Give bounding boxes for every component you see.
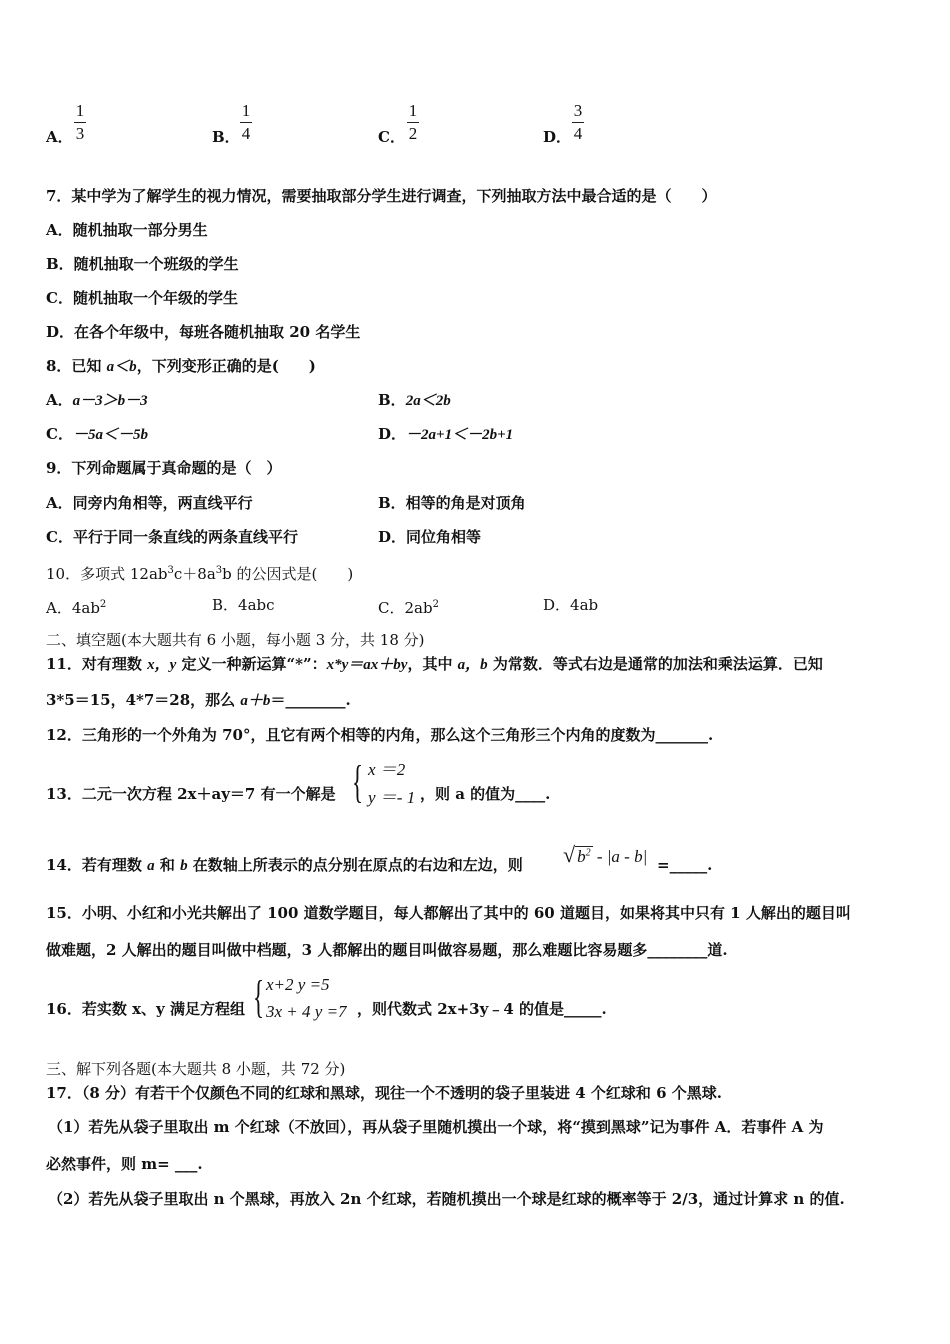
q13-pre: 13．二元一次方程 2x＋ay＝7 有一个解是 xyxy=(46,785,336,803)
q10-sup-2: 3 xyxy=(215,565,223,576)
q17-part2: （2）若先从袋子里取出 n 个黑球，再放入 2n 个红球，若随机摸出一个球是红球的概率等于 2/3，通过计算求 n 的值. xyxy=(48,1190,845,1208)
q14-stem xyxy=(46,856,523,875)
q15-line-1: 15．小明、小红和小光共解出了 100 道数学题目，每人都解出了其中的 60 道题目，如果将其中只有 1 人解出的题目叫 xyxy=(46,904,851,922)
radicand-exponent: 2 xyxy=(585,847,591,859)
q9-option-c: C．平行于同一条直线的两条直线平行 xyxy=(46,528,298,546)
q14-expression xyxy=(563,842,647,868)
q16-equation-2: 3x + 4 y =7 xyxy=(266,1002,347,1021)
q11-mid: 定义一种新运算“*”： xyxy=(176,655,327,673)
q15-line-2: 做难题，2 人解出的题目叫做中档题，3 人都解出的题目叫做容易题，那么难题比容易题多________道. xyxy=(46,941,728,959)
q11-ab: a，b xyxy=(457,657,488,673)
denominator: 2 xyxy=(408,124,418,143)
q13-equation-1: x ＝2 xyxy=(368,760,406,779)
q16-equation-1: x+2 y =5 xyxy=(266,975,330,994)
numerator: 1 xyxy=(75,101,85,120)
option-text: A．4ab xyxy=(46,599,100,617)
q7-option-d: D．在各个年级中，每班各随机抽取 20 名学生 xyxy=(46,323,361,341)
sqrt-radicand xyxy=(575,846,593,866)
q14-mid2: 在数轴上所表示的点分别在原点的右边和左边，则 xyxy=(187,856,523,874)
q14-b: b xyxy=(180,858,188,874)
option-label: B． xyxy=(378,391,406,409)
option-label: D． xyxy=(378,425,407,443)
option-label: A． xyxy=(46,128,73,146)
q11-line2-pre: 3*5＝15，4*7＝28，那么 xyxy=(46,691,241,709)
q11-line-1 xyxy=(46,655,823,674)
section-2-heading: 二、填空题(本大题共有 6 小题，每小题 3 分，共 18 分) xyxy=(46,631,425,649)
q8-stem-pre: 8．已知 xyxy=(46,357,107,375)
q9-option-d: D．同位角相等 xyxy=(378,528,482,546)
q11-line2-math: a＋b xyxy=(240,693,271,709)
option-math: a－3＞b－3 xyxy=(72,393,148,409)
option-math: －5a＜－5b xyxy=(72,427,148,443)
q8-stem-post: ，下列变形正确的是( ) xyxy=(136,357,316,375)
q8-option-d xyxy=(378,425,513,444)
q9-option-a: A．同旁内角相等，两直线平行 xyxy=(46,494,253,512)
numerator: 1 xyxy=(241,101,251,120)
q16-post: ，则代数式 2x+3y﹣4 的值是_____. xyxy=(357,1000,607,1018)
q8-stem xyxy=(46,357,316,376)
option-label: A． xyxy=(46,391,73,409)
option-label: D． xyxy=(543,128,572,146)
q7-stem: 7．某中学为了解学生的视力情况，需要抽取部分学生进行调查，下列抽取方法中最合适的是（ ） xyxy=(46,187,717,205)
q10-option-d: D．4ab xyxy=(543,596,599,614)
option-sup: 2 xyxy=(432,599,439,610)
option-math: －2a+1＜－2b+1 xyxy=(406,427,514,443)
q14-post: =_____. xyxy=(657,856,713,874)
q11-line2-post: ＝________. xyxy=(270,691,351,709)
fraction xyxy=(240,102,252,143)
sqrt-icon: √ xyxy=(563,842,576,867)
q8-option-a xyxy=(46,391,148,410)
abs-term: - |a - b| xyxy=(592,847,648,866)
q11-op: x*y＝ax＋by xyxy=(326,657,408,673)
q12-stem: 12．三角形的一个外角为 70°，且它有两个相等的内角，那么这个三角形三个内角的度数为_______. xyxy=(46,726,714,744)
q14-a: a xyxy=(147,858,155,874)
denominator: 3 xyxy=(75,124,85,143)
option-sup: 2 xyxy=(99,599,107,610)
q8-option-c xyxy=(46,425,148,444)
q14-pre: 14．若有理数 xyxy=(46,856,148,874)
q9-stem: 9．下列命题属于真命题的是（ ） xyxy=(46,459,282,477)
q10-option-b: B．4abc xyxy=(212,596,275,614)
denominator: 4 xyxy=(573,124,583,143)
q7-option-a: A．随机抽取一部分男生 xyxy=(46,221,208,239)
fraction xyxy=(407,102,419,143)
q11-xy: x，y xyxy=(147,657,177,673)
option-math: 2a＜2b xyxy=(405,393,451,409)
q11-pre: 11．对有理数 xyxy=(46,655,148,673)
q10-sup-1: 3 xyxy=(167,565,174,576)
q10-stem xyxy=(46,562,353,583)
option-text: C．2ab xyxy=(378,599,433,617)
brace-icon: { xyxy=(352,756,364,807)
q8-stem-math: a＜b xyxy=(106,359,137,375)
q16-pre: 16．若实数 x、y 满足方程组 xyxy=(46,1000,245,1018)
q7-option-b: B．随机抽取一个班级的学生 xyxy=(46,255,239,273)
q17-part1-line-1: （1）若先从袋子里取出 m 个红球（不放回），再从袋子里随机摸出一个球，将“摸到黑球”记为事件 A．若事件 A 为 xyxy=(48,1118,824,1136)
q10-stem-mid: c＋8a xyxy=(173,565,216,583)
option-label: B． xyxy=(212,128,240,146)
brace-icon: { xyxy=(253,971,265,1022)
q11-post: ，其中 xyxy=(407,655,458,673)
denominator: 4 xyxy=(241,124,251,143)
q10-option-c xyxy=(378,596,439,617)
option-label: C． xyxy=(46,425,73,443)
numerator: 3 xyxy=(573,101,583,120)
q11-line-2 xyxy=(46,691,351,710)
q14-mid1: 和 xyxy=(154,856,181,874)
q10-stem-post: b 的公因式是( ) xyxy=(222,565,354,583)
q13-post: ，则 a 的值为____. xyxy=(420,785,551,803)
fraction xyxy=(74,102,86,143)
numerator: 1 xyxy=(408,101,418,120)
q17-stem: 17．（8 分）有若干个仅颜色不同的红球和黑球，现往一个不透明的袋子里装进 4 个红球和 6 个黑球. xyxy=(46,1084,723,1102)
q13-equation-2: y ＝- 1 xyxy=(368,788,416,807)
q17-part1-line-2: 必然事件，则 m= ___. xyxy=(46,1155,203,1173)
option-label: C． xyxy=(378,128,405,146)
q8-option-b xyxy=(378,391,451,410)
q11-end: 为常数．等式右边是通常的加法和乘法运算．已知 xyxy=(487,655,823,673)
q9-option-b: B．相等的角是对顶角 xyxy=(378,494,526,512)
q10-stem-pre: 10．多项式 12ab xyxy=(46,565,168,583)
fraction xyxy=(572,102,584,143)
section-3-heading: 三、解下列各题(本大题共 8 小题，共 72 分) xyxy=(46,1060,346,1078)
q7-option-c: C．随机抽取一个年级的学生 xyxy=(46,289,238,307)
q10-option-a xyxy=(46,596,106,617)
radicand-base: b xyxy=(577,847,586,866)
